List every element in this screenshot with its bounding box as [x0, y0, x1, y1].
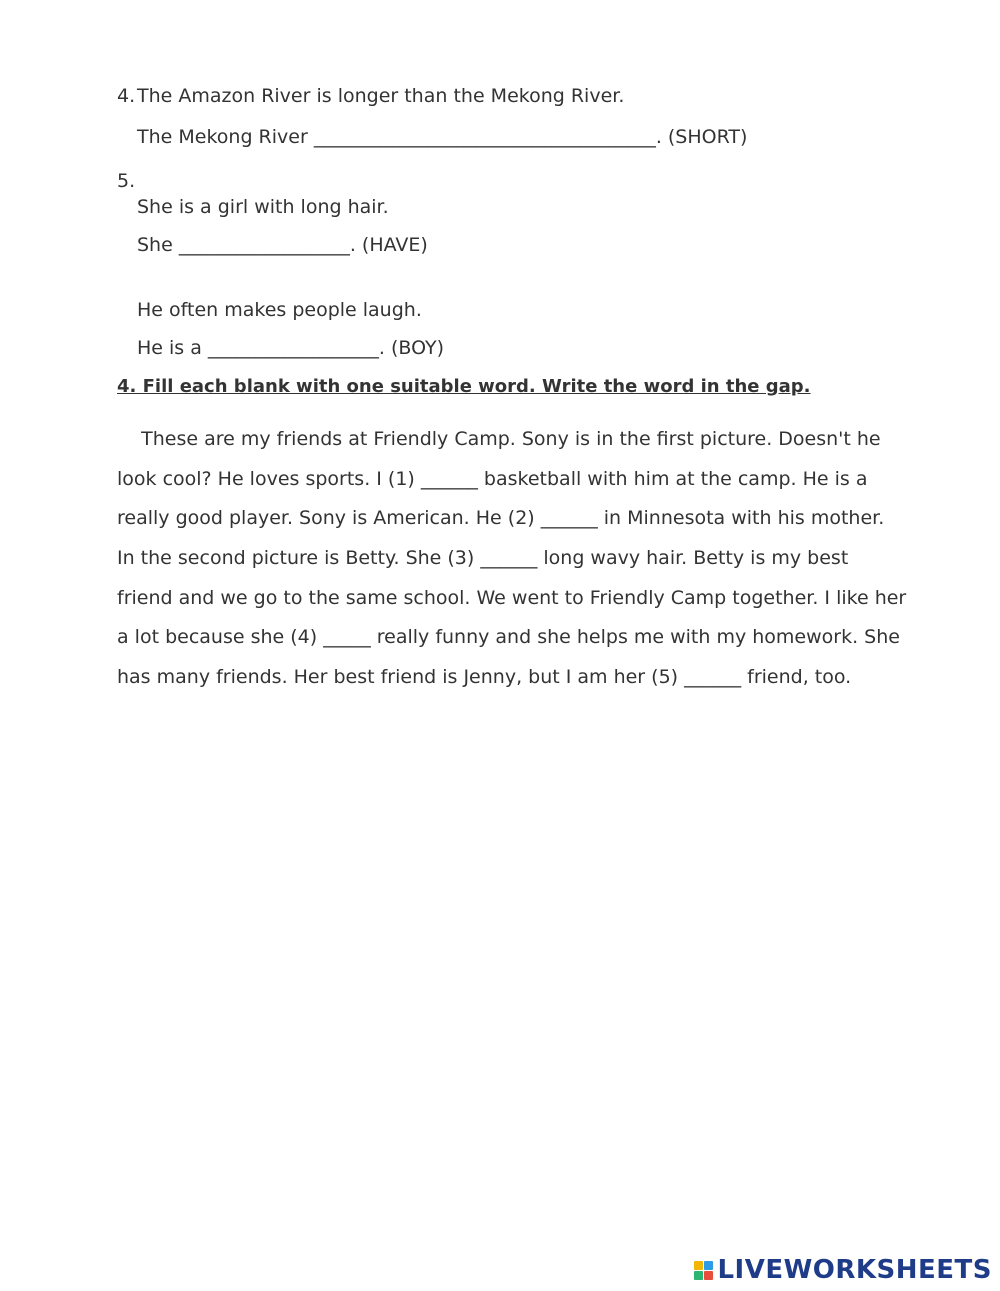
- paragraph-line: These are my friends at Friendly Camp. Sony is in the first picture. Doesn't he: [117, 428, 881, 450]
- paragraph-line: really good player. Sony is American. He (2) ______ in Minnesota with his mother.: [117, 507, 885, 529]
- item-5b-sentence: He often makes people laugh.: [137, 299, 422, 321]
- item-4-rewrite: The Mekong River ____________________________________. (SHORT): [137, 126, 748, 148]
- logo-text: LIVEWORKSHEETS: [717, 1255, 992, 1285]
- logo-square: [694, 1271, 703, 1280]
- paragraph-line: look cool? He loves sports. I (1) ______ basketball with him at the camp. He is a: [117, 468, 868, 490]
- item-5a-sentence: She is a girl with long hair.: [137, 196, 389, 218]
- logo-square: [704, 1261, 713, 1270]
- liveworksheets-logo: [694, 1255, 992, 1285]
- logo-square: [694, 1261, 703, 1270]
- item-5a-rewrite: She __________________. (HAVE): [137, 234, 428, 256]
- logo-square: [704, 1271, 713, 1280]
- paragraph-line: friend and we go to the same school. We went to Friendly Camp together. I like her: [117, 587, 907, 609]
- paragraph-line: a lot because she (4) _____ really funny and she helps me with my homework. She: [117, 626, 900, 648]
- liveworksheets-logo-icon: [694, 1261, 713, 1280]
- item-5b-rewrite: He is a __________________. (BOY): [137, 337, 445, 359]
- item-4-sentence: The Amazon River is longer than the Mekong River.: [137, 85, 625, 107]
- exercise-4-heading: 4. Fill each blank with one suitable word. Write the word in the gap.: [117, 376, 811, 397]
- item-5-number: 5.: [117, 170, 136, 192]
- paragraph-line: has many friends. Her best friend is Jenny, but I am her (5) ______ friend, too.: [117, 666, 852, 688]
- paragraph-line: In the second picture is Betty. She (3) ______ long wavy hair. Betty is my best: [117, 547, 849, 569]
- item-4-number: 4.: [117, 85, 136, 107]
